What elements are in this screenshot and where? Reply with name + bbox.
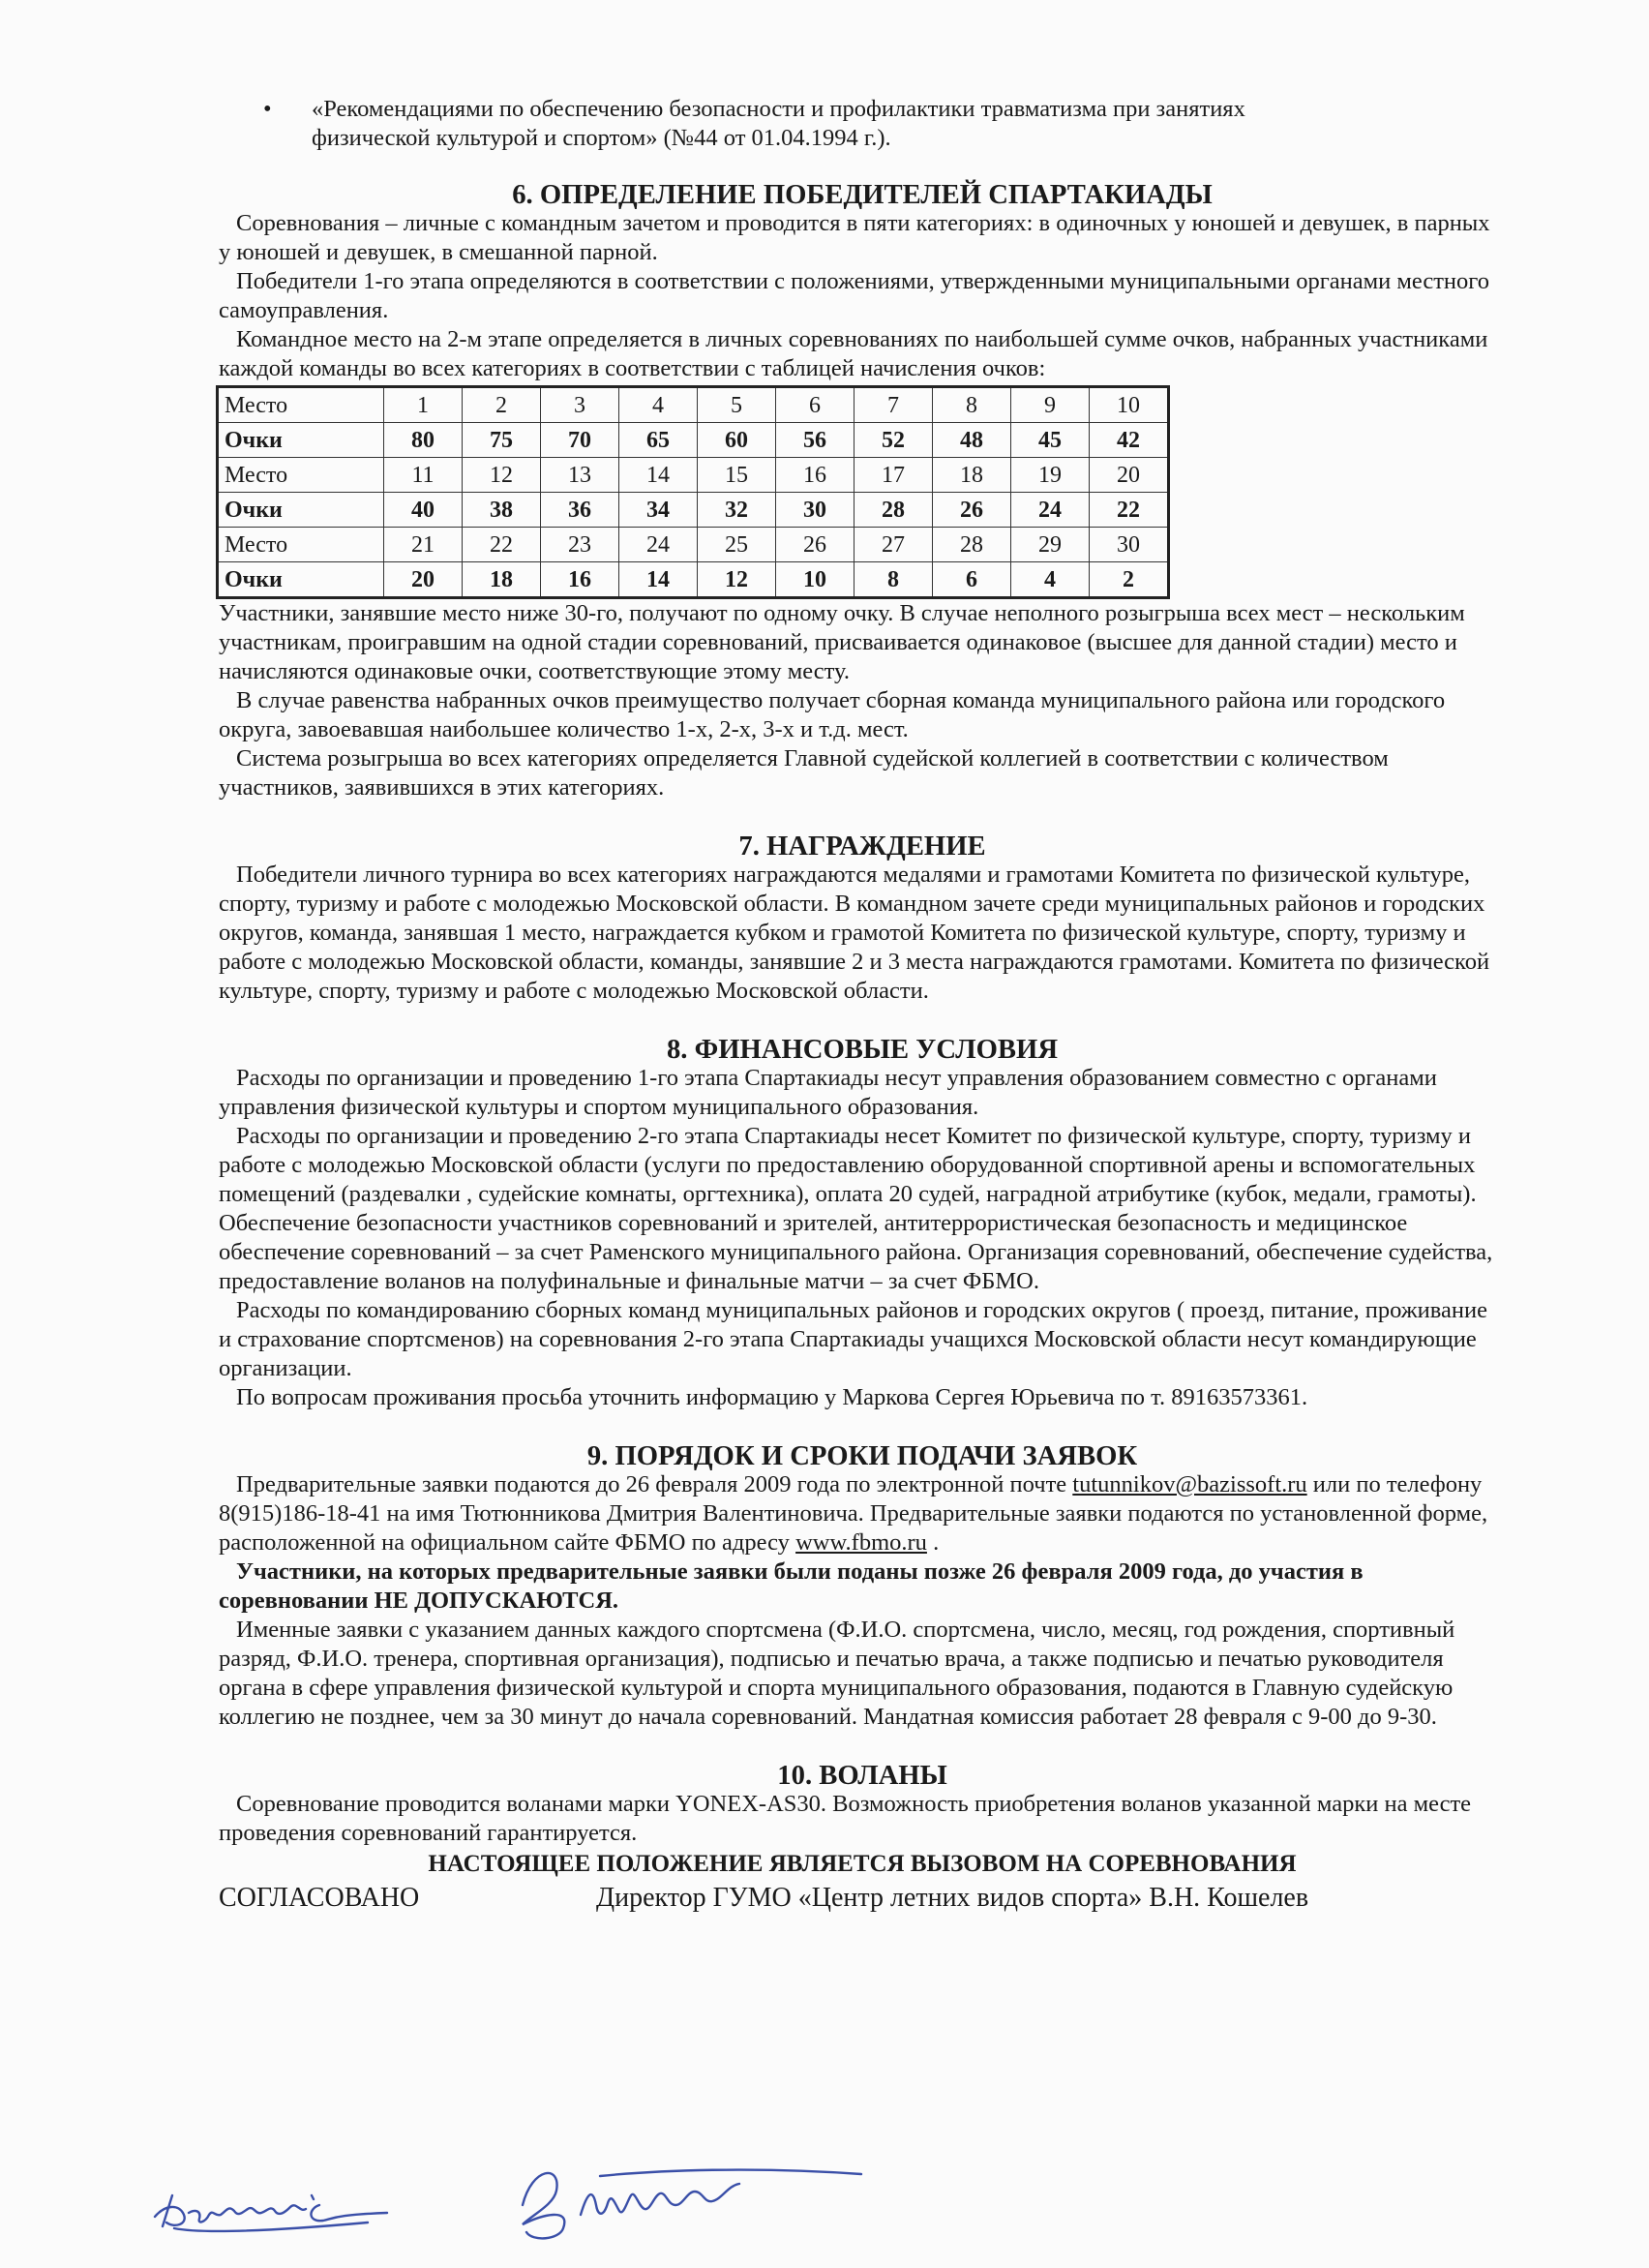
section-10-heading: 10. ВОЛАНЫ	[777, 1760, 947, 1791]
section-8-paragraph-1: Расходы по организации и проведению 1-го этапа Спартакиады несут управления образованием совместно с органами управления физической культуры и спортом муниципального образования.	[219, 1065, 1437, 1120]
section-6-paragraph-5: В случае равенства набранных очков преимущество получает сборная команда муниципального района или городского округа, завоевавшая наибольшее количество 1-х, 2-х, 3-х и т.д. мест.	[219, 687, 1446, 742]
section-6-paragraph-1: Соревнования – личные с командным зачетом и проводится в пяти категориях: в одиночных у юношей и девушек, в парных у юношей и девушек, в смешанной парной.	[219, 210, 1490, 265]
section-6-paragraph-3: Командное место на 2-м этапе определяется в личных соревнованиях по наибольшей сумме очков, набранных участниками каждой команды во всех категориях в соответствии с таблицей начисления очков:	[219, 326, 1488, 381]
website-link[interactable]: www.fbmo.ru	[795, 1529, 927, 1556]
table-cell: 12	[698, 562, 776, 598]
table-cell: 8	[933, 387, 1011, 423]
table-row	[218, 493, 1169, 528]
table-row-label: Место	[218, 458, 384, 493]
table-cell: 22	[1090, 493, 1169, 528]
table-cell: 28	[854, 493, 933, 528]
table-cell: 20	[384, 562, 463, 598]
director-label: Директор ГУМО «Центр летних видов спорта» В.Н. Кошелев	[596, 1883, 1309, 1913]
table-cell: 25	[698, 528, 776, 562]
email-link[interactable]: tutunnikov@bazissoft.ru	[1072, 1471, 1307, 1497]
table-cell: 80	[384, 423, 463, 458]
table-cell: 48	[933, 423, 1011, 458]
table-row	[218, 387, 1169, 423]
bullet-line-2: физической культурой и спортом» (№44 от 01.04.1994 г.).	[312, 125, 891, 151]
points-table	[216, 385, 1170, 599]
section-9-heading: 9. ПОРЯДОК И СРОКИ ПОДАЧИ ЗАЯВОК	[586, 1440, 1138, 1471]
table-cell: 70	[541, 423, 619, 458]
table-cell: 32	[698, 493, 776, 528]
table-cell: 16	[541, 562, 619, 598]
table-cell: 24	[619, 528, 698, 562]
section-10	[219, 1761, 1506, 1848]
table-cell: 4	[619, 387, 698, 423]
table-cell: 6	[776, 387, 854, 423]
bullet-line-1: «Рекомендациями по обеспечению безопасности и профилактики травматизма при занятиях	[312, 96, 1245, 122]
table-cell: 10	[776, 562, 854, 598]
table-cell: 6	[933, 562, 1011, 598]
table-cell: 29	[1011, 528, 1090, 562]
section-9-text-a: Предварительные заявки подаются до 26 февраля 2009 года по электронной почте	[236, 1471, 1073, 1497]
section-6-paragraph-2: Победители 1-го этапа определяются в соответствии с положениями, утвержденными муниципальными органами местного самоуправления.	[219, 268, 1489, 323]
table-row-label: Очки	[218, 562, 384, 598]
section-7-paragraph-1: Победители личного турнира во всех категориях награждаются медалями и грамотами Комитета по физической культуре, спорту, туризму и работе с молодежью Московской области. В командном зачете среди муниципальных районов и городских округов, команда, занявшая 1 место, награждается кубком и грамотой Комитета по физической культуре, спорту, туризму и работе с молодежью Московской области, команды, занявшие 2 и 3 места награждаются грамотами. Комитета по физической культуре, спорту, туризму и работе с молодежью Московской области.	[219, 862, 1490, 1004]
table-cell: 75	[463, 423, 541, 458]
table-cell: 40	[384, 493, 463, 528]
table-cell: 26	[933, 493, 1011, 528]
table-cell: 52	[854, 423, 933, 458]
table-cell: 36	[541, 493, 619, 528]
section-7-heading: 7. НАГРАЖДЕНИЕ	[738, 831, 986, 862]
table-cell: 7	[854, 387, 933, 423]
table-cell: 65	[619, 423, 698, 458]
table-cell: 2	[463, 387, 541, 423]
table-cell: 13	[541, 458, 619, 493]
table-cell: 28	[933, 528, 1011, 562]
table-row-label: Место	[218, 387, 384, 423]
table-cell: 18	[933, 458, 1011, 493]
section-8-heading: 8. ФИНАНСОВЫЕ УСЛОВИЯ	[666, 1034, 1059, 1065]
table-cell: 24	[1011, 493, 1090, 528]
section-6-paragraph-6: Система розыгрыша во всех категориях определяется Главной судейской коллегией в соответствии с количеством участников, заявившихся в этих категориях.	[219, 745, 1389, 801]
section-9	[219, 1441, 1506, 1732]
table-cell: 56	[776, 423, 854, 458]
section-9-text-c: .	[926, 1529, 940, 1556]
table-cell: 30	[776, 493, 854, 528]
table-row-label: Очки	[218, 493, 384, 528]
document-page	[219, 95, 1506, 1916]
table-cell: 14	[619, 562, 698, 598]
table-cell: 8	[854, 562, 933, 598]
section-9-paragraph-3: Именные заявки с указанием данных каждого спортсмена (Ф.И.О. спортсмена, число, месяц, год рождения, спортивный разряд, Ф.И.О. тренера, спортивная организация), подписью и печатью врача, а также подписью и печатью руководителя органа в сфере управления физической культурой и спорта муниципального образования, подаются в Главную судейскую коллегию не позднее, чем за 30 минут до начала соревнований. Мандатная комиссия работает 28 февраля с 9-00 до 9-30.	[219, 1617, 1455, 1730]
table-cell: 60	[698, 423, 776, 458]
table-cell: 38	[463, 493, 541, 528]
section-9-paragraph-2: Участники, на которых предварительные заявки были поданы позже 26 февраля 2009 года, до участия в соревновании НЕ ДОПУСКАЮТСЯ.	[219, 1558, 1364, 1614]
table-cell: 4	[1011, 562, 1090, 598]
table-cell: 5	[698, 387, 776, 423]
call-to-competition: НАСТОЯЩЕЕ ПОЛОЖЕНИЕ ЯВЛЯЕТСЯ ВЫЗОВОМ НА СОРЕВНОВАНИЯ	[428, 1851, 1297, 1877]
table-cell: 3	[541, 387, 619, 423]
table-cell: 1	[384, 387, 463, 423]
table-cell: 42	[1090, 423, 1169, 458]
signature-row	[219, 1881, 1506, 1916]
approved-label: СОГЛАСОВАНО	[219, 1883, 420, 1913]
section-8	[219, 1035, 1506, 1412]
table-cell: 30	[1090, 528, 1169, 562]
section-6-paragraph-4: Участники, занявшие место ниже 30-го, получают по одному очку. В случае неполного розыгрыша всех мест – нескольким участникам, проигравшим на одной стадии соревнований, присваивается одинаковое (высшее для данной стадии) место и начисляются одинаковые очки, соответствующие этому месту.	[219, 600, 1465, 684]
table-cell: 9	[1011, 387, 1090, 423]
table-row	[218, 458, 1169, 493]
bullet-dot-icon: •	[263, 96, 272, 122]
table-cell: 12	[463, 458, 541, 493]
table-row	[218, 423, 1169, 458]
table-cell: 27	[854, 528, 933, 562]
signature-right	[503, 2147, 871, 2253]
table-cell: 45	[1011, 423, 1090, 458]
table-cell: 34	[619, 493, 698, 528]
table-cell: 19	[1011, 458, 1090, 493]
signature-left	[145, 2166, 397, 2244]
table-cell: 20	[1090, 458, 1169, 493]
table-cell: 14	[619, 458, 698, 493]
section-7	[219, 832, 1506, 1006]
table-cell: 10	[1090, 387, 1169, 423]
bullet-item	[219, 95, 1506, 153]
table-row	[218, 562, 1169, 598]
table-cell: 18	[463, 562, 541, 598]
table-cell: 21	[384, 528, 463, 562]
table-cell: 26	[776, 528, 854, 562]
table-cell: 22	[463, 528, 541, 562]
section-6	[219, 180, 1506, 802]
section-8-paragraph-4: По вопросам проживания просьба уточнить информацию у Маркова Сергея Юрьевича по т. 89163573361.	[236, 1384, 1308, 1410]
table-row-label: Место	[218, 528, 384, 562]
table-cell: 17	[854, 458, 933, 493]
table-cell: 23	[541, 528, 619, 562]
table-cell: 11	[384, 458, 463, 493]
section-10-paragraph-1: Соревнование проводится воланами марки YONEX-AS30. Возможность приобретения воланов указанной марки на месте проведения соревнований гарантируется.	[219, 1791, 1472, 1846]
table-cell: 15	[698, 458, 776, 493]
section-8-paragraph-2: Расходы по организации и проведению 2-го этапа Спартакиады несет Комитет по физической культуре, спорту, туризму и работе с молодежью Московской области (услуги по предоставлению оборудованной спортивной арены и вспомогательных помещений (раздевалки , судейские комнаты, оргтехника), оплата 20 судей, наградной атрибутике (кубок, медали, грамоты). Обеспечение безопасности участников соревнований и зрителей, антитеррористическая безопасность и медицинское обеспечение соревнований – за счет Раменского муниципального района. Организация соревнований, обеспечение судейства, предоставление воланов на полуфинальные и финальные матчи – за счет ФБМО.	[219, 1123, 1493, 1294]
section-8-paragraph-3: Расходы по командированию сборных команд муниципальных районов и городских округов ( проезд, питание, проживание и страхование спортсменов) на соревнования 2-го этапа Спартакиады учащихся Московской области несут командирующие организации.	[219, 1297, 1487, 1381]
section-9-text-b: или по телефону 8(915)186-18-41 на имя Тютюнникова Дмитрия Валентиновича. Предварительные заявки подаются по установленной форме, расположенной на официальном сайте ФБМО по адресу	[219, 1471, 1488, 1556]
section-6-heading: 6. ОПРЕДЕЛЕНИЕ ПОБЕДИТЕЛЕЙ СПАРТАКИАДЫ	[512, 179, 1213, 210]
section-9-paragraph-1	[219, 1470, 1506, 1557]
table-row-label: Очки	[218, 423, 384, 458]
table-cell: 16	[776, 458, 854, 493]
table-cell: 2	[1090, 562, 1169, 598]
table-row	[218, 528, 1169, 562]
